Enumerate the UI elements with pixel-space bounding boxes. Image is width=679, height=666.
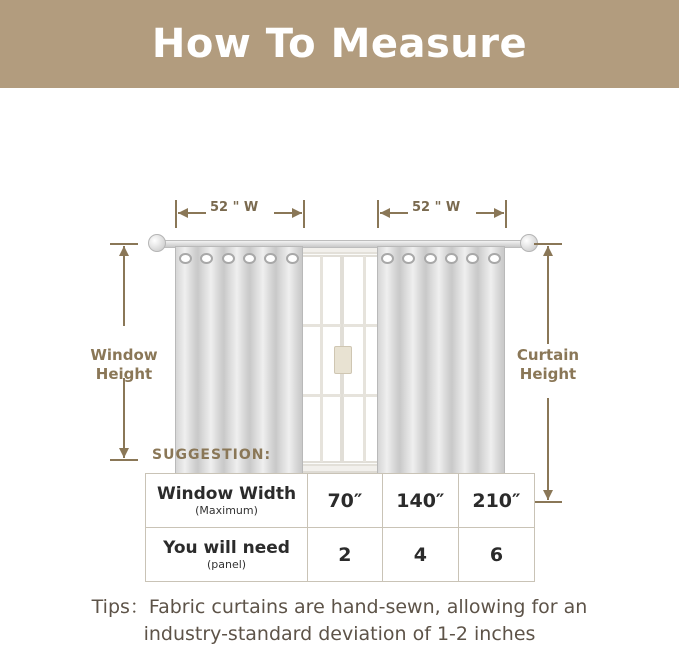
tips-line1: Fabric curtains are hand-sewn, allowing for an: [148, 596, 588, 618]
row-label-main: Window Width: [156, 483, 297, 504]
cell-panels-2: 4: [382, 528, 458, 582]
suggestion-heading: SUGGESTION:: [152, 447, 272, 463]
header-banner: [0, 0, 679, 88]
cell-window-width-3: 210″: [458, 474, 534, 528]
cell-panels-1: 2: [308, 528, 383, 582]
table-row: [146, 474, 535, 528]
tips-section: [0, 594, 679, 648]
curtain-height-label-line1: Curtain: [516, 346, 580, 364]
cell-window-width-2: 140″: [382, 474, 458, 528]
window-muntin-vertical: [320, 256, 323, 462]
measure-diagram: [0, 88, 679, 433]
page-title: How To Measure: [151, 21, 528, 67]
row-label-sub: (panel): [206, 557, 247, 571]
rod-finial-left-icon: [148, 234, 166, 252]
window-height-label: [78, 346, 170, 384]
table-row: [146, 528, 535, 582]
window-latch-icon: [334, 346, 352, 374]
cell-panels-3: 6: [458, 528, 534, 582]
row-label-you-will-need: [146, 528, 308, 582]
row-label-main: You will need: [163, 537, 290, 558]
suggestion-table: [145, 473, 535, 582]
window-muntin-vertical: [363, 256, 366, 462]
tips-line2: industry-standard deviation of 1-2 inches: [143, 623, 536, 645]
window-height-label-line2: Height: [95, 365, 153, 383]
cell-window-width-1: 70″: [308, 474, 383, 528]
tips-label: Tips：: [91, 596, 149, 618]
curtain-height-label: [502, 346, 594, 384]
row-label-sub: (Maximum): [195, 503, 258, 517]
width-label-right: 52 " W: [412, 200, 461, 215]
window-height-label-line1: Window: [90, 346, 158, 364]
curtain-height-label-line2: Height: [519, 365, 577, 383]
row-label-window-width: [146, 474, 308, 528]
width-label-left: 52 " W: [210, 200, 259, 215]
